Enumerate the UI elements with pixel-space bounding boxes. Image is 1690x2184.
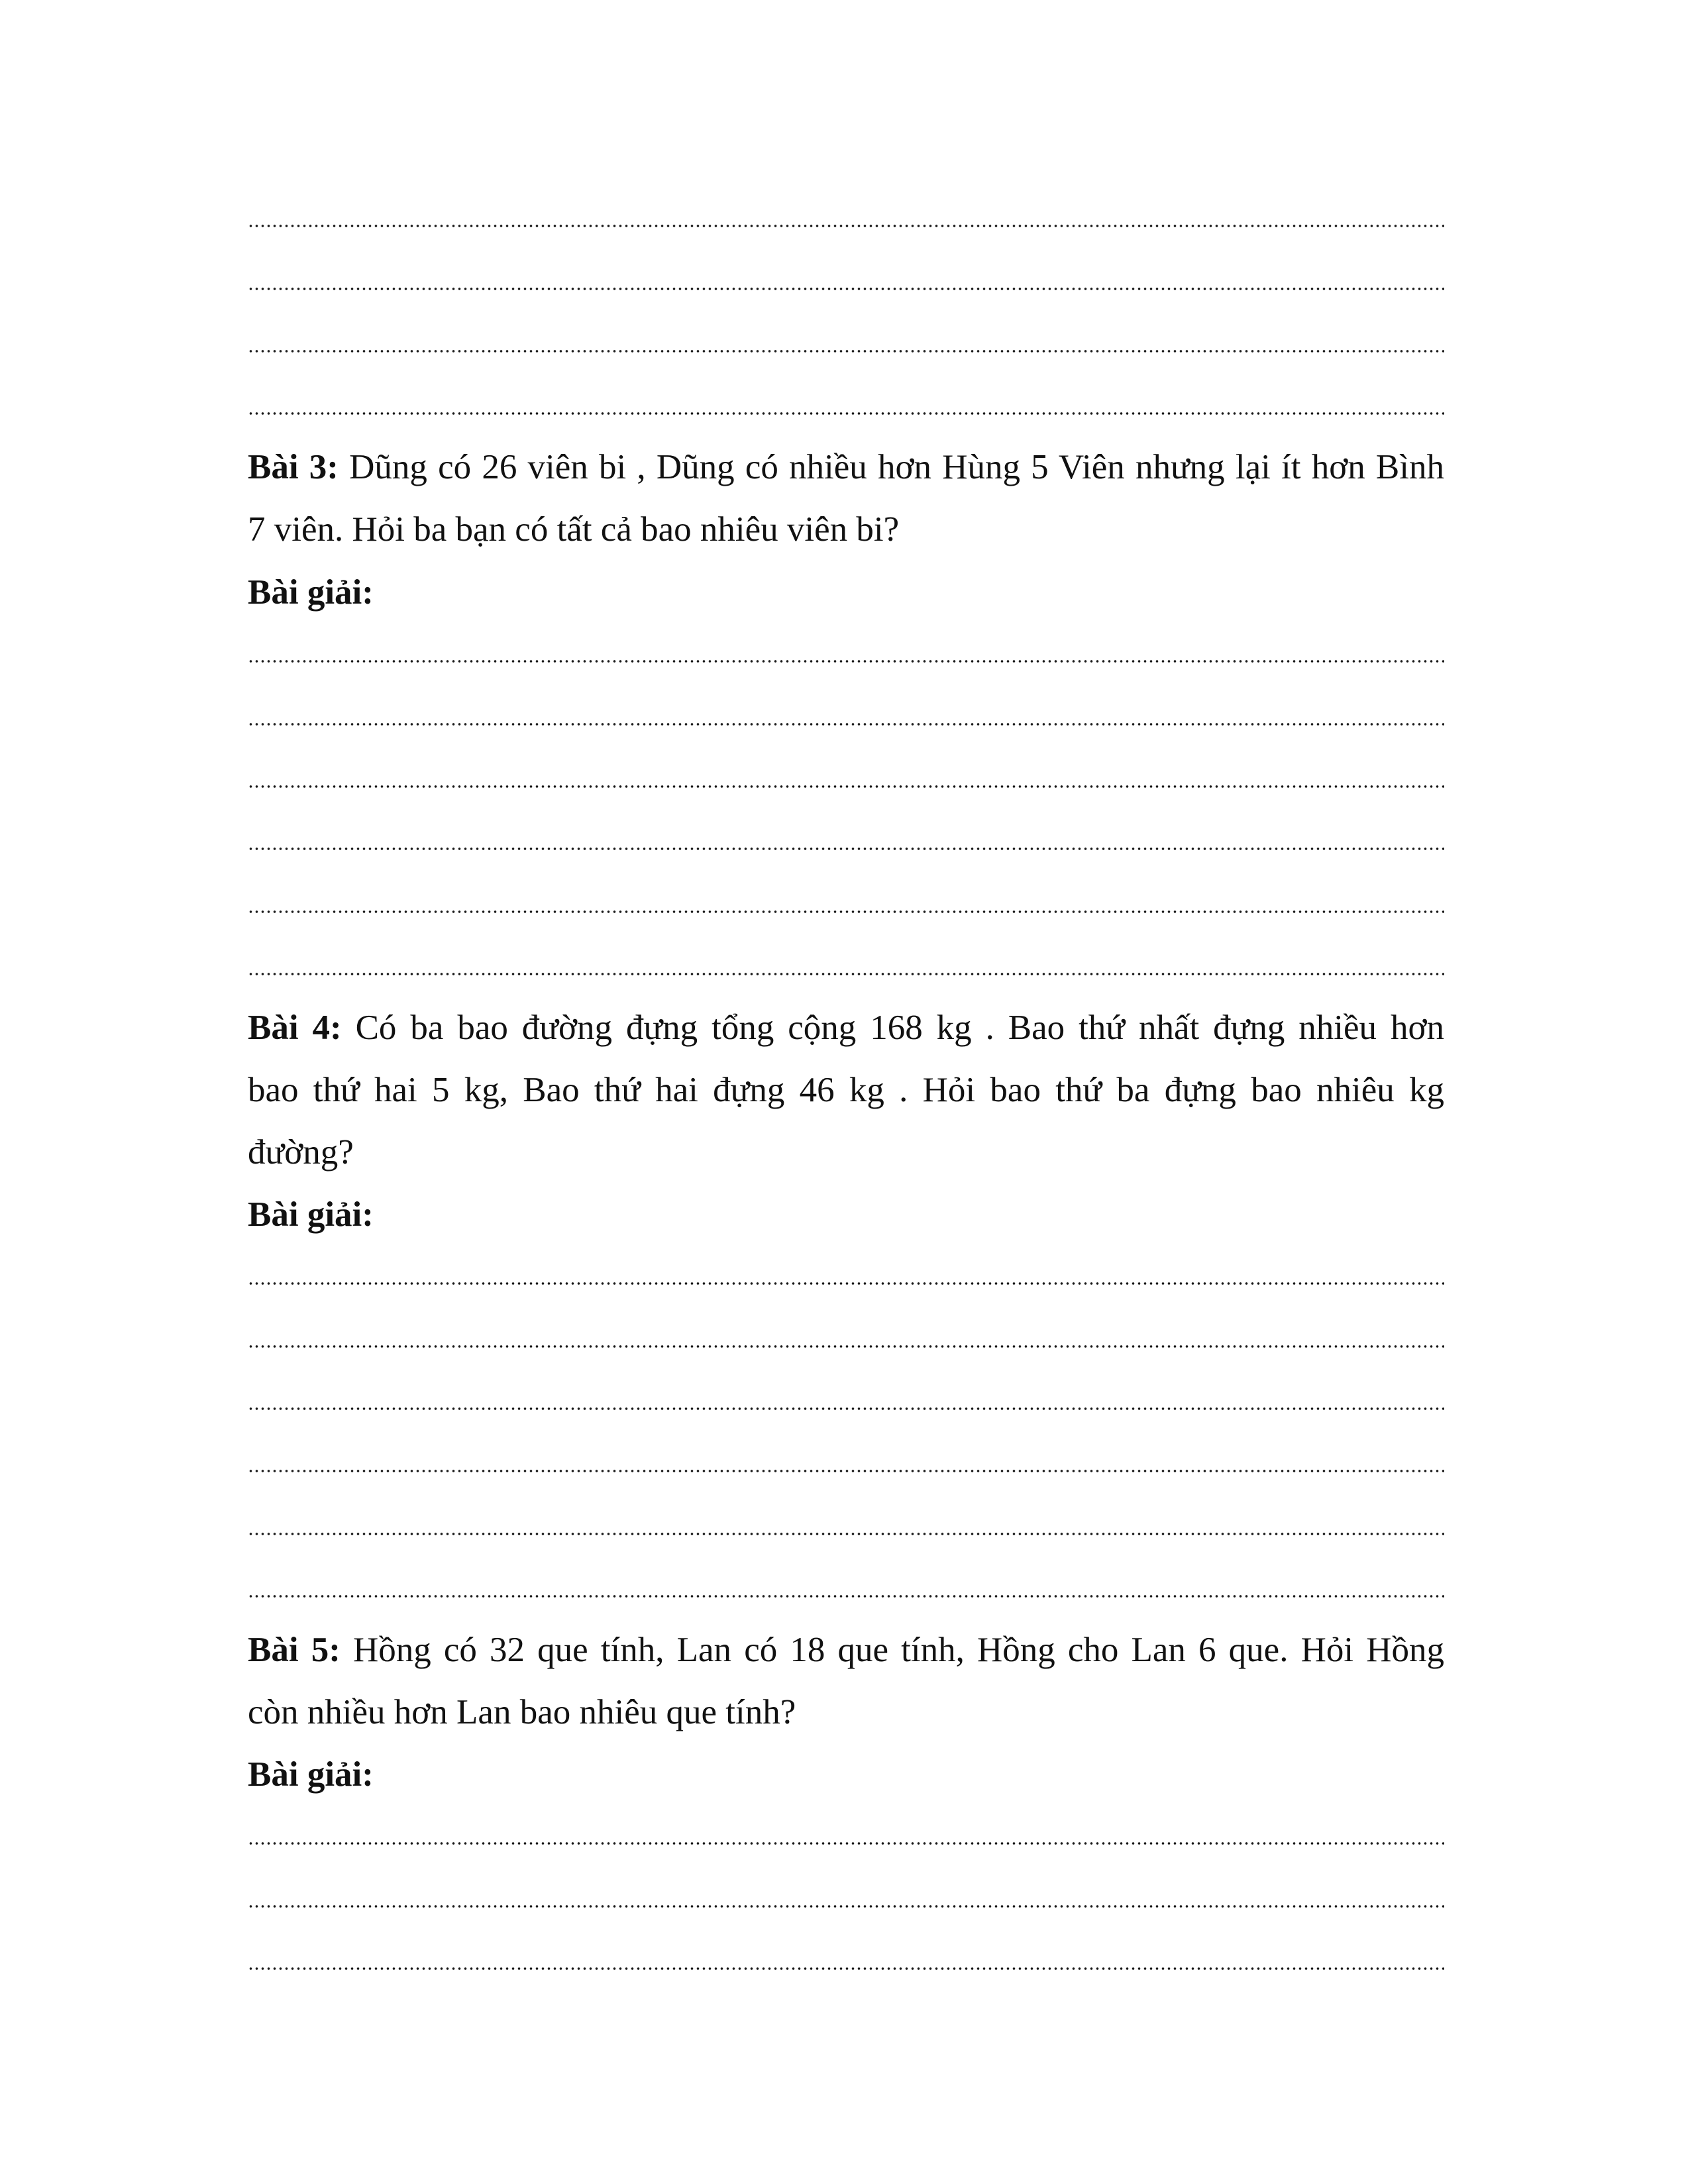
problem-4-solution-label: Bài giải: [248,1195,374,1234]
problem-4-label: Bài 4: [248,1009,342,1047]
problem-4-text-line-1: Bài 4: Có ba bao đường đựng tổng cộng 168 kg . Bao thứ nhất đựng nhiều hơn [248,1009,1444,1047]
answer-line [248,412,1444,415]
answer-line [248,1345,1444,1348]
problem-5-text-line-1: Bài 5: Hồng có 32 que tính, Lan có 18 que tính, Hồng cho Lan 6 que. Hỏi Hồng [248,1631,1444,1669]
answer-line [248,847,1444,850]
answer-line [248,1470,1444,1472]
problem-4-text-line-2: bao thứ hai 5 kg, Bao thứ hai đựng 46 kg . Hỏi bao thứ ba đựng bao nhiêu kg [248,1071,1444,1109]
problem-3-text-line-2: 7 viên. Hỏi ba bạn có tất cả bao nhiêu viên bi? [248,510,900,549]
problem-4-text-line-3: đường? [248,1133,354,1172]
problem-3-text-line-1: Bài 3: Dũng có 26 viên bi , Dũng có nhiều hơn Hùng 5 Viên nhưng lại ít hơn Bình [248,448,1444,486]
answer-line [248,1842,1444,1845]
answer-line [248,1595,1444,1598]
answer-line [248,350,1444,353]
answer-line [248,1905,1444,1908]
answer-line [248,785,1444,788]
answer-line [248,1407,1444,1410]
problem-5-label: Bài 5: [248,1631,341,1669]
answer-line [248,288,1444,290]
problem-5-text-line-2: còn nhiều hơn Lan bao nhiêu que tính? [248,1693,796,1731]
problem-5-solution-label: Bài giải: [248,1755,374,1794]
answer-line [248,723,1444,726]
answer-line [248,973,1444,975]
answer-line [248,910,1444,913]
answer-line [248,225,1444,227]
answer-line [248,1533,1444,1535]
answer-line [248,660,1444,663]
answer-line [248,1967,1444,1970]
problem-3-solution-label: Bài giải: [248,573,374,612]
answer-line [248,1282,1444,1285]
worksheet-page [248,0,1444,2184]
problem-3-label: Bài 3: [248,448,339,486]
